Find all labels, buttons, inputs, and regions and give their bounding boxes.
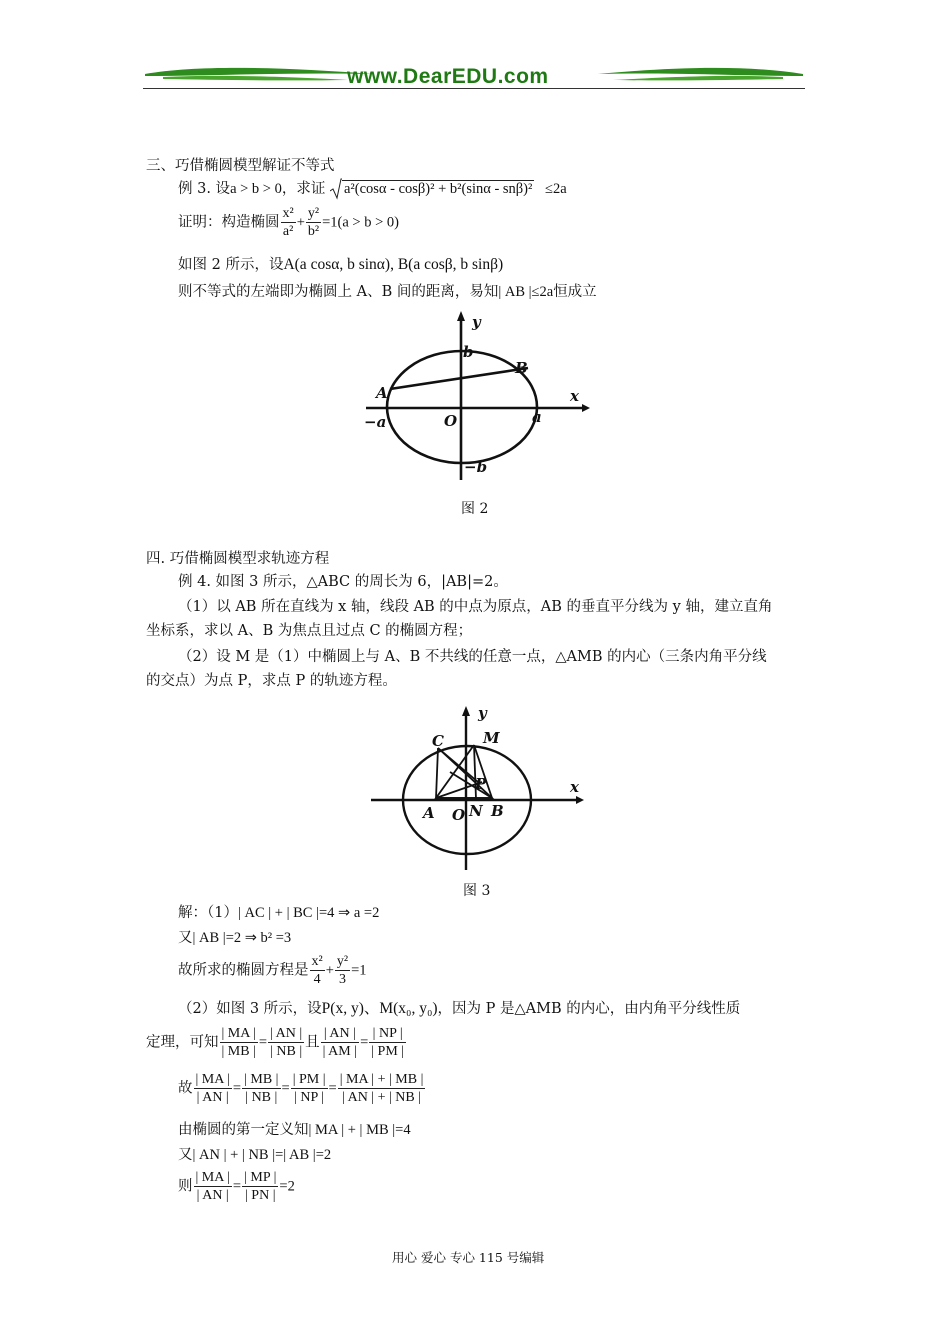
example4-line: 例 4. 如图 3 所示，△ABC 的周长为 6，|AB|=2。 [178,574,508,590]
frac-num: | MB | [244,1072,279,1087]
label-B: B [515,359,528,377]
frac-num: x² [311,954,323,969]
conclusion-c: 恒成立 [553,284,597,300]
eq-sign: = [281,1080,290,1097]
right-swoosh-2 [613,76,783,80]
eq-sign: = [232,1178,242,1195]
label-neg-b: −b [464,458,488,476]
figure2-caption: 图 2 [461,501,489,517]
frac-num: x² [282,206,294,221]
label-M: M [483,729,500,747]
label-N: N [469,802,483,820]
s4-prefix: （2）如图 3 所示，设 [178,1001,322,1017]
frac-den: | PM | [371,1044,405,1059]
label-b: b [463,343,474,361]
frac-num: | PM | [292,1072,326,1087]
solution-line-2 [178,929,291,947]
solution-line-5 [146,1025,407,1060]
example3-condition: a > b > 0 [230,181,282,197]
part1-line-b: 坐标系，求以 A、B 为焦点且过点 C 的椭圆方程； [146,623,473,639]
header-rule [143,88,805,89]
conclusion-math: | AB |≤2a [498,284,554,300]
frac-num: y² [336,954,349,969]
s7-math: | MA | + | MB |=4 [308,1122,411,1138]
example3-prefix: 例 3. 设 [178,181,231,197]
frac-num: y² [307,206,320,221]
s1-math: | AC | + | BC |=4 ⇒ a =2 [237,905,380,921]
frac-AN-AM [321,1025,359,1060]
s9-prefix: 则 [178,1178,193,1195]
s3-y-fraction [335,953,350,988]
part2-line-b: 的交点）为点 P，求点 P 的轨迹方程。 [146,673,397,689]
and-word: 且 [305,1034,320,1051]
solution-line-8 [178,1146,331,1164]
label-O: O [452,806,466,824]
frac-den: | MB | [221,1044,256,1059]
frac-den: b² [307,224,320,239]
s3-prefix: 故所求的椭圆方程是 [178,962,309,979]
frac-den: | PN | [245,1188,276,1203]
ellipse-tail: =1(a > b > 0) [322,214,399,231]
figure2-ellipse-diagram [360,305,600,485]
section3-title: 三、巧借椭圆模型解证不等式 [146,158,335,174]
solution-line-6 [178,1071,426,1106]
proof-line: 证明：构造椭圆 $\frac{\text{x²}}{\text{a²}}$ + $\frac{\text{y²}}{\text{b²}}$ =1(a > b > 0) [178,206,399,239]
points-line [178,256,503,274]
frac-NP-PM [369,1025,406,1060]
frac-MA-AN [194,1071,232,1106]
s2-math: | AB |=2 ⇒ b² =3 [192,930,292,946]
conclusion-a: 则不等式的左端即为椭圆上 A、B 间的距离，易知 [178,284,499,300]
s4-suffix: ，因为 P 是△AMB 的内心，由内角平分线性质 [437,1001,741,1017]
frac-den: | AN | [196,1090,229,1105]
part2-line-a: （2）设 M 是（1）中椭圆上与 A、B 不共线的任意一点，△AMB 的内心（三条内角平分线 [178,649,767,665]
frac-num: | MA | [195,1170,230,1185]
part1-line-a: （1）以 AB 所在直线为 x 轴，线段 AB 的中点为原点，AB 的垂直平分线为 y 轴，建立直角 [178,599,773,615]
frac-den: | AN | + | NB | [342,1090,422,1105]
left-swoosh [145,68,373,76]
s7-prefix: 由椭圆的第一定义知 [178,1122,309,1138]
label-A: A [423,804,435,822]
frac-num: | NP | [369,1025,406,1043]
example3-rhs: ≤2a [544,181,567,197]
right-swoosh [598,68,803,76]
frac-sum [338,1071,426,1106]
s1-prefix: 解：（1） [178,905,238,921]
frac-den: 3 [338,972,346,987]
s2-prefix: 又 [178,930,193,946]
example3-prove-word: ，求证 [281,181,326,197]
example3-line [178,178,567,200]
y-arrow-icon [457,311,465,321]
frac-MA-AN-2 [194,1169,232,1204]
frac-den: 4 [313,972,321,987]
frac-PM-NP [291,1071,328,1106]
sqrt-sign [330,178,342,200]
label-O: O [444,412,458,430]
chord-AB [390,368,528,389]
proof-prefix: 证明：构造椭圆 [178,214,280,231]
frac-num: | MA | [221,1026,256,1041]
s8-math: | AN | + | NB |=| AB |=2 [192,1147,332,1163]
eq-sign: = [328,1080,337,1097]
s6-prefix: 故 [178,1080,193,1097]
y-arrow-icon [462,706,470,716]
label-x: x [570,387,579,405]
eq-sign: = [360,1034,369,1051]
frac-den: | NB | [270,1044,303,1059]
frac-den: | NP | [294,1090,325,1105]
figure3-triangle-diagram [366,700,596,872]
solution-line-1 [178,904,379,922]
label-A: A [376,384,388,402]
example3-radicand: a²(cosα - cosβ)² + b²(sinα - snβ)² [343,181,533,197]
frac-den: | NB | [245,1090,278,1105]
solution-line-9 [178,1169,295,1204]
frac-num: | AN | [321,1025,359,1043]
section4-title: 四. 巧借椭圆模型求轨迹方程 [146,551,330,567]
frac-den: a² [282,224,294,239]
solution-line-3: 故所求的椭圆方程是 $\frac{\text{x²}}{4}$ + $\frac{\text{y²}}{3}$ =1 [178,954,367,987]
eq-sign: = [232,1080,242,1097]
solution-line-7 [178,1121,411,1139]
s3-x-fraction [310,953,325,988]
frac-num: | MA | [195,1072,230,1087]
label-C: C [432,732,444,750]
frac-MA-MB [220,1025,258,1060]
eq-sign: = [258,1034,268,1051]
label-y: y [478,704,487,722]
site-title: www.DearEDU.com [347,65,549,88]
x-arrow-icon [582,404,590,412]
frac-num: | AN | [270,1026,303,1041]
frac-AN-NB [268,1025,304,1060]
frac-num: | MP | [244,1170,277,1185]
label-x: x [570,778,579,796]
frac-den: | AM | [322,1044,358,1059]
frac-MP-PN [242,1169,278,1204]
page-footer: 用心 爱心 专心 115 号编辑 [392,1250,545,1265]
s5-prefix: 定理，可知 [146,1034,219,1051]
points-math: A(a cosα, b sinα), B(a cosβ, b sinβ) [283,256,504,273]
figure3-caption: 图 3 [463,883,491,899]
s9-tail: =2 [279,1178,295,1195]
conclusion-line [178,283,597,301]
label-P: P [475,775,487,793]
s8-prefix: 又 [178,1147,193,1163]
x-arrow-icon [576,796,584,804]
ellipse-x-fraction [281,205,296,240]
frac-MB-NB [242,1071,280,1106]
points-prefix: 如图 2 所示，设 [178,257,284,273]
solution-line-4 [178,1000,740,1018]
ellipse-y-fraction [306,205,321,240]
label-y: y [472,313,481,331]
label-a: a [532,408,542,426]
left-swoosh-2 [163,76,348,80]
s3-tail: =1 [351,962,367,979]
s4-math: P(x, y)、M(x₀, y₀) [321,1000,438,1017]
label-neg-a: −a [364,413,387,431]
frac-num: | MA | + | MB | [339,1072,424,1087]
label-B: B [491,802,504,820]
frac-den: | AN | [196,1188,229,1203]
